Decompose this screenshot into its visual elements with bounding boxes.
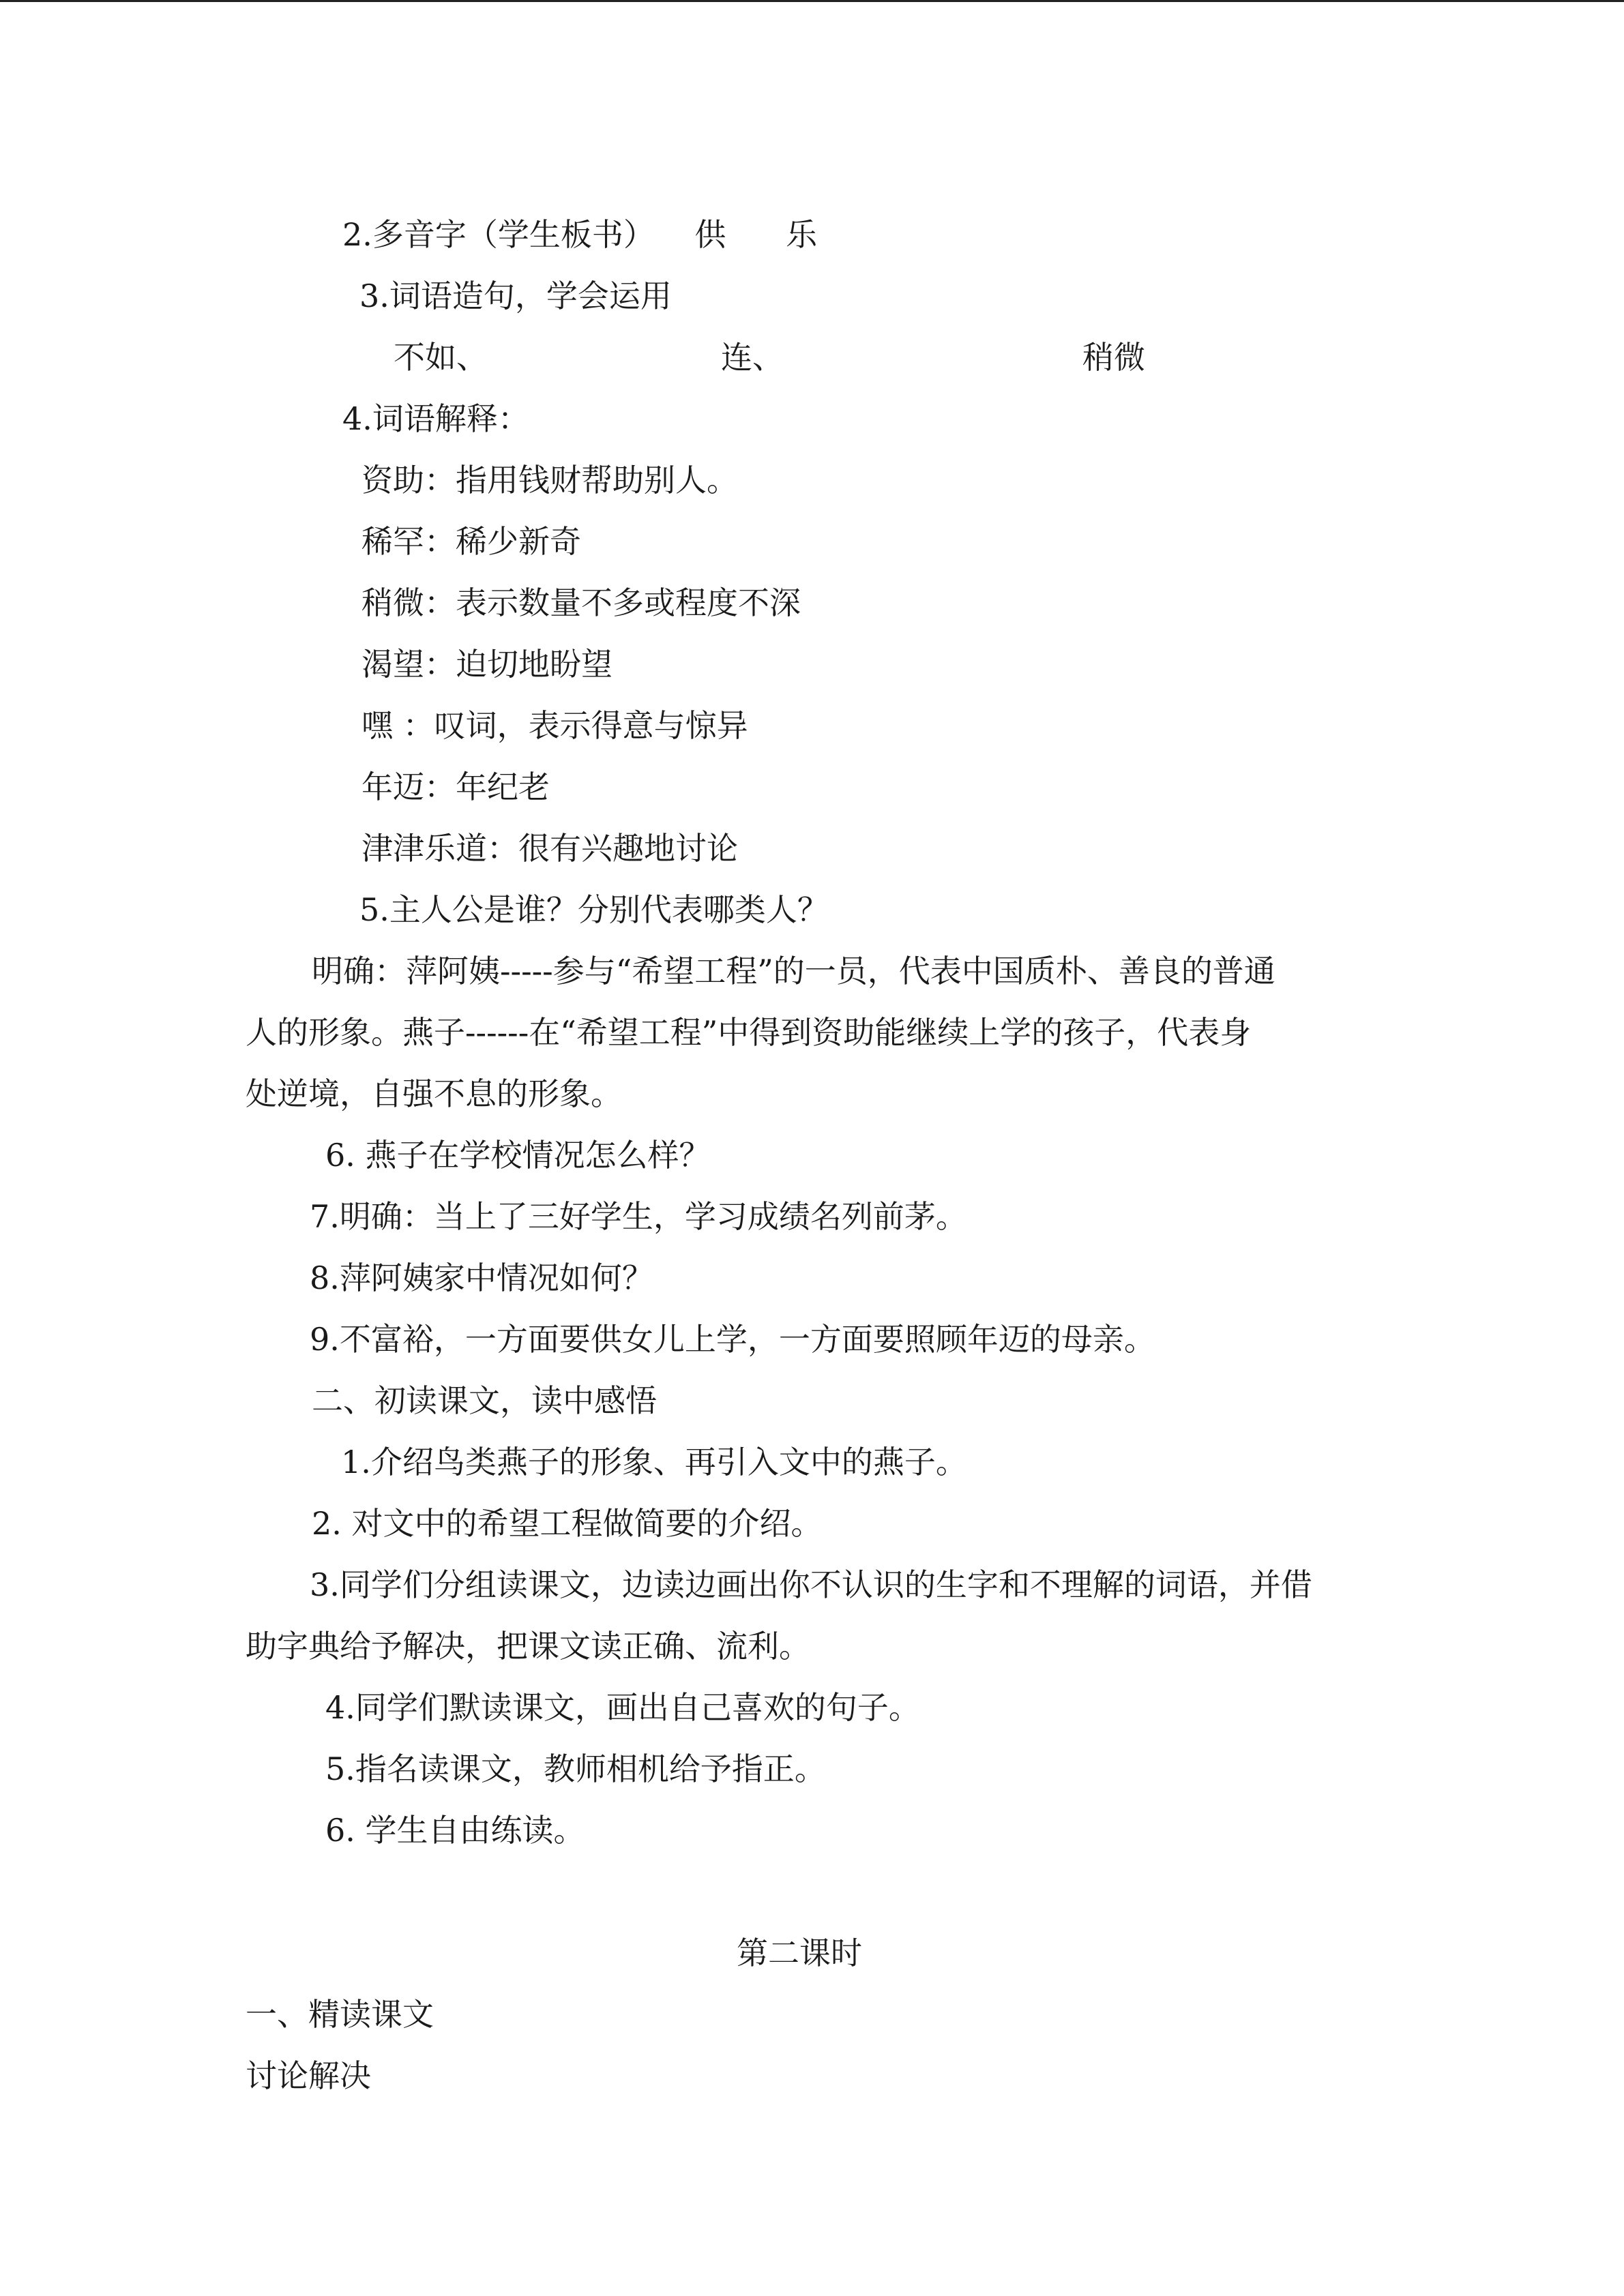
text-line: 稀罕：稀少新奇 xyxy=(361,523,581,560)
text-line: 8.萍阿姨家中情况如何？ xyxy=(310,1259,653,1296)
text-line: 明确：萍阿姨-----参与“希望工程”的一员，代表中国质朴、善良的普通 xyxy=(312,953,1275,989)
text-line: 4.同学们默读课文，画出自己喜欢的句子。 xyxy=(325,1689,920,1726)
text-line: 稍微：表示数量不多或程度不深 xyxy=(361,584,801,621)
text-line: 人的形象。燕子------在“希望工程”中得到资助能继续上学的孩子，代表身 xyxy=(246,1014,1252,1051)
text-line: 5.主人公是谁？分别代表哪类人？ xyxy=(359,891,829,928)
text-line: 津津乐道：很有兴趣地讨论 xyxy=(361,830,738,867)
text-line: 嘿 ：叹词，表示得意与惊异 xyxy=(361,707,748,744)
text-line: 连、 xyxy=(721,339,784,376)
text-line: 不如、 xyxy=(394,339,488,376)
text-line: 3.词语造句，学会运用 xyxy=(359,278,672,314)
text-line: 助字典给予解决，把课文读正确、流利。 xyxy=(246,1628,810,1665)
text-line: 5.指名读课文，教师相机给予指正。 xyxy=(325,1750,826,1787)
lesson-title: 第二课时 xyxy=(737,1935,862,1971)
section-heading: 二、初读课文，读中感悟 xyxy=(312,1382,657,1419)
text-line: 3.同学们分组读课文，边读边画出你不认识的生字和不理解的词语，并借 xyxy=(310,1566,1312,1603)
text-line: 渴望：迫切地盼望 xyxy=(361,646,612,683)
text-line: 资助：指用钱财帮助别人。 xyxy=(361,462,738,498)
text-line: 2.多音字（学生板书） 供 乐 xyxy=(342,216,818,253)
text-line: 6. 燕子在学校情况怎么样？ xyxy=(325,1137,711,1174)
text-line: 6. 学生自由练读。 xyxy=(325,1812,585,1849)
text-line: 处逆境，自强不息的形象。 xyxy=(246,1075,622,1112)
text-line: 9.不富裕，一方面要供女儿上学，一方面要照顾年迈的母亲。 xyxy=(310,1321,1155,1358)
text-line: 1.介绍鸟类燕子的形象、再引入文中的燕子。 xyxy=(341,1444,967,1480)
text-line: 年迈：年纪老 xyxy=(361,769,550,805)
text-line: 4.词语解释： xyxy=(342,400,529,437)
text-line: 稍微 xyxy=(1082,339,1145,376)
page-top-border xyxy=(0,0,1624,2)
text-line: 2. 对文中的希望工程做简要的介绍。 xyxy=(312,1505,823,1542)
text-line: 7.明确：当上了三好学生，学习成绩名列前茅。 xyxy=(310,1198,967,1235)
section-heading: 一、精读课文 xyxy=(246,1996,434,2033)
text-line: 讨论解决 xyxy=(246,2057,371,2094)
